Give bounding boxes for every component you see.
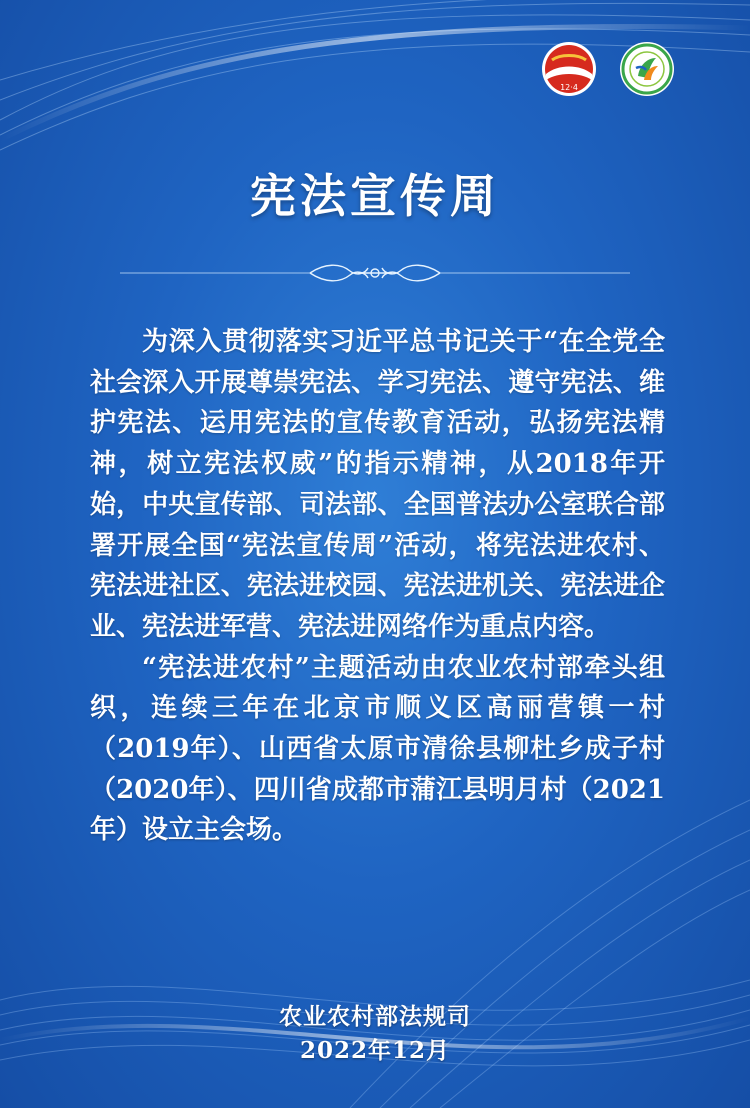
paragraph-2: “宪法进农村”主题活动由农业农村部牵头组织，连续三年在北京市顺义区高丽营镇一村（2019年）、山西省太原市清徐县柳杜乡成子村（2020年）、四川省成都市蒲江县明月村（2021年）设立主会场。	[90, 652, 665, 846]
footer-date: 2022年12月	[299, 1037, 451, 1064]
agriculture-logo	[618, 40, 676, 98]
body-text	[90, 322, 665, 851]
paragraph-1: 为深入贯彻落实习近平总书记关于“在全党全社会深入开展尊崇宪法、学习宪法、遵守宪法、维护宪法、运用宪法的宣传教育活动，弘扬宪法精神，树立宪法权威”的指示精神，从2018年开始，中央宣传部、司法部、全国普法办公室联合部署开展全国“宪法宣传周”活动，将宪法进农村、宪法进社区、宪法进校园、宪法进机关、宪法进企业、宪法进军营、宪法进网络作为重点内容。	[90, 327, 665, 642]
page-title: 宪法宣传周	[250, 169, 500, 223]
footer	[0, 1000, 750, 1068]
law-icon	[540, 40, 598, 98]
agriculture-icon	[618, 40, 676, 98]
law-week-logo	[540, 40, 598, 98]
ornamental-divider	[120, 258, 630, 288]
svg-text:12·4: 12·4	[560, 83, 578, 92]
footer-organization: 农业农村部法规司	[279, 1003, 471, 1030]
